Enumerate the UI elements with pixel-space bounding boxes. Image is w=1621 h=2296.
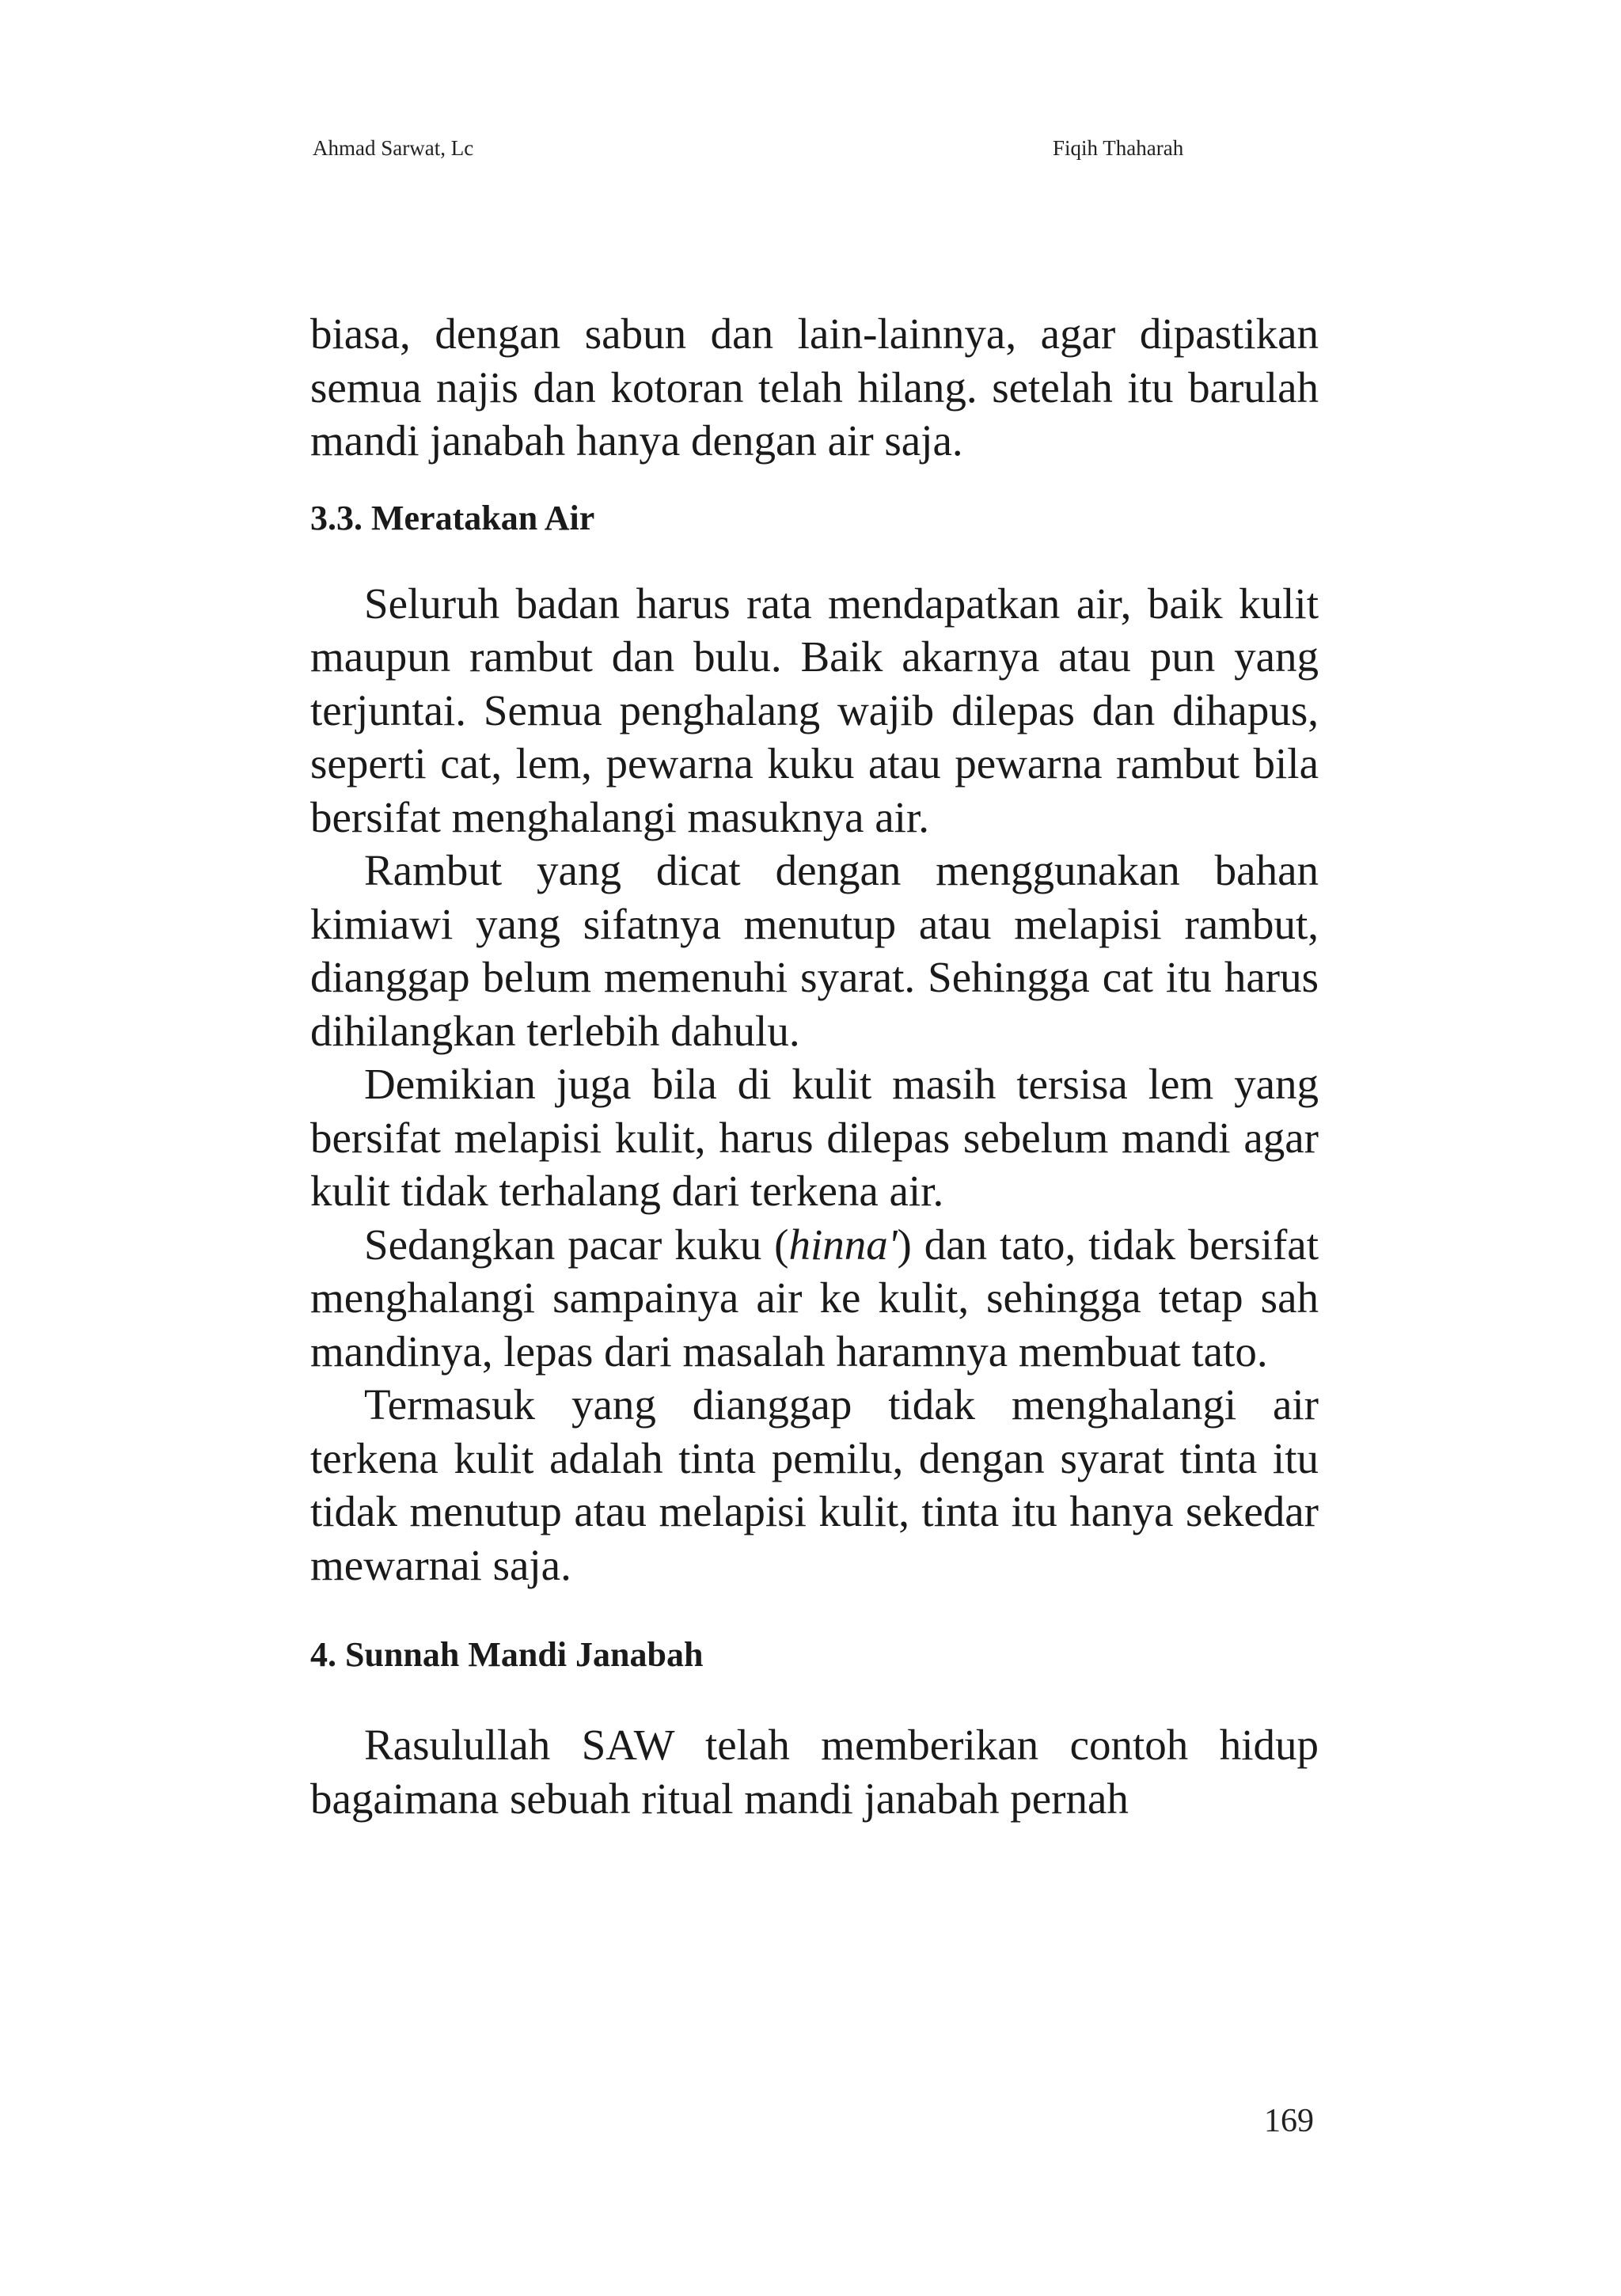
hinna-term: hinna' bbox=[788, 1220, 898, 1269]
section-heading-3-3: 3.3. Meratakan Air bbox=[310, 498, 595, 537]
page-content bbox=[310, 307, 1319, 1825]
paragraph-pacar-kuku bbox=[310, 1218, 1319, 1379]
header-book-title: Fiqih Thaharah bbox=[1053, 136, 1184, 160]
paragraph-meratakan-air: Seluruh badan harus rata mendapatkan air, baik kulit maupun rambut dan bulu. Baik akarnya atau pun yang terjuntai. Semua penghalang wajib dilepas dan dihapus, seperti cat, lem, pewarna kuku atau pewarna rambut bila bersifat menghalangi masuknya air. bbox=[310, 579, 1319, 841]
pacar-kuku-text-before: Sedangkan pacar kuku ( bbox=[364, 1220, 789, 1269]
header-author: Ahmad Sarwat, Lc bbox=[313, 136, 474, 160]
paragraph-lem-kulit: Demikian juga bila di kulit masih tersisa lem yang bersifat melapisi kulit, harus dilepas sebelum mandi agar kulit tidak terhalang dari terkena air. bbox=[310, 1060, 1319, 1215]
paragraph-tinta-pemilu: Termasuk yang dianggap tidak menghalangi air terkena kulit adalah tinta pemilu, dengan syarat tinta itu tidak menutup atau melapisi kulit, tinta itu hanya sekedar mewarnai saja. bbox=[310, 1380, 1319, 1589]
continued-paragraph: biasa, dengan sabun dan lain-lainnya, agar dipastikan semua najis dan kotoran telah hilang. setelah itu barulah mandi janabah hanya dengan air saja. bbox=[310, 309, 1319, 465]
paragraph-rambut-dicat: Rambut yang dicat dengan menggunakan bahan kimiawi yang sifatnya menutup atau melapisi rambut, dianggap belum memenuhi syarat. Sehingga cat itu harus dihilangkan terlebih dahulu. bbox=[310, 846, 1319, 1055]
paragraph-sunnah-mandi: Rasulullah SAW telah memberikan contoh hidup bagaimana sebuah ritual mandi janabah pernah bbox=[310, 1721, 1319, 1823]
section-heading-4: 4. Sunnah Mandi Janabah bbox=[310, 1635, 704, 1674]
running-header bbox=[313, 136, 1207, 168]
page-number: 169 bbox=[1264, 2103, 1314, 2139]
pacar-kuku-text-after: ) dan tato, tidak bersifat menghalangi sampainya air ke kulit, sehingga tetap sah mandinya, lepas dari masalah haramnya membuat tato. bbox=[310, 1220, 1319, 1376]
